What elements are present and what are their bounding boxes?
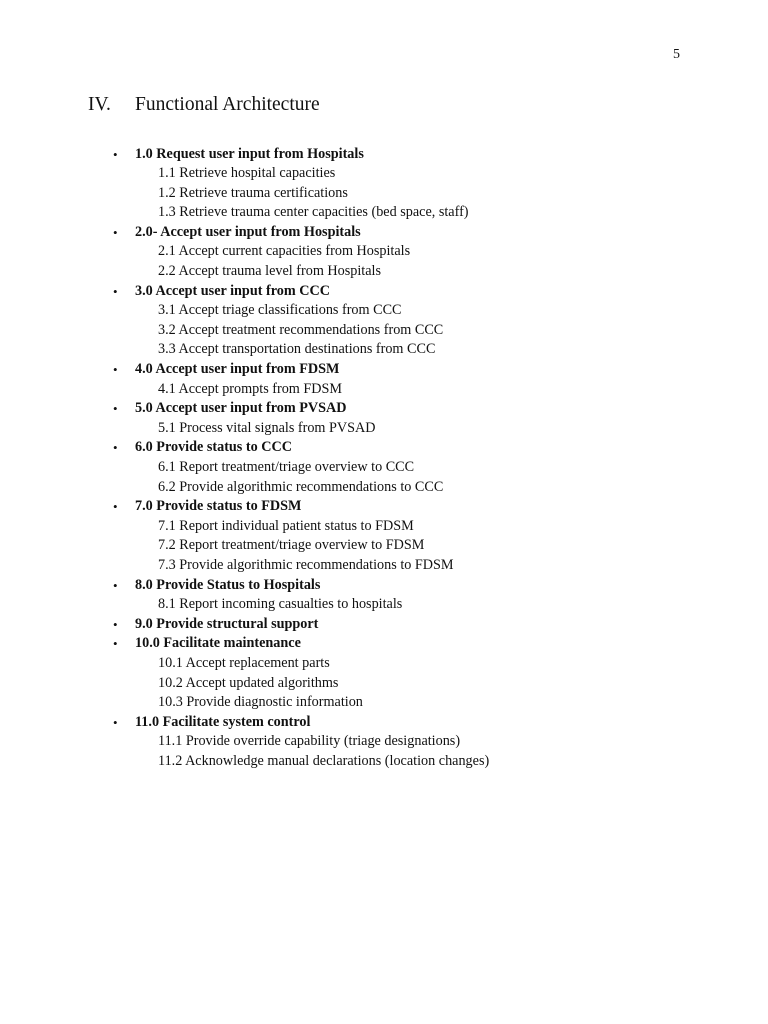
- outline-subitem: 5.1 Process vital signals from PVSAD: [158, 419, 376, 436]
- outline-subitem: 7.3 Provide algorithmic recommendations to FDSM: [158, 556, 454, 573]
- section-heading: [88, 93, 320, 117]
- outline-item: [0, 223, 768, 243]
- outline-subitem: 4.1 Accept prompts from FDSM: [158, 380, 343, 397]
- bullet-icon: •: [113, 146, 118, 162]
- outline-item: [0, 360, 768, 380]
- outline-item-label: 5.0 Accept user input from PVSAD: [135, 400, 347, 417]
- bullet-icon: •: [113, 401, 118, 417]
- outline-subitem: 3.1 Accept triage classifications from CCC: [158, 302, 402, 319]
- bullet-icon: •: [113, 224, 118, 240]
- outline-item-label: 2.0- Accept user input from Hospitals: [135, 223, 361, 240]
- bullet-icon: •: [113, 362, 118, 378]
- outline-subitem: 1.2 Retrieve trauma certifications: [158, 184, 348, 201]
- outline-subitem: 6.2 Provide algorithmic recommendations to CCC: [158, 478, 444, 495]
- outline-item: [0, 576, 768, 596]
- outline-subitem: 7.2 Report treatment/triage overview to FDSM: [158, 537, 425, 554]
- functional-outline: [0, 145, 768, 772]
- outline-subitem: 3.3 Accept transportation destinations from CCC: [158, 341, 436, 358]
- outline-subitem: 6.1 Report treatment/triage overview to CCC: [158, 459, 415, 475]
- bullet-icon: •: [113, 283, 118, 299]
- page-number: 5: [673, 47, 680, 62]
- outline-item: [0, 399, 768, 419]
- outline-subitem: 11.2 Acknowledge manual declarations (location changes): [158, 752, 490, 769]
- bullet-icon: •: [113, 440, 118, 456]
- outline-subitem: 10.2 Accept updated algorithms: [158, 674, 339, 691]
- outline-item: [0, 615, 768, 635]
- outline-subitem: 1.1 Retrieve hospital capacities: [158, 165, 336, 182]
- outline-subitem: 10.1 Accept replacement parts: [158, 654, 330, 671]
- outline-item: [0, 438, 768, 458]
- section-numeral: IV.: [88, 94, 111, 115]
- outline-subitem: 2.1 Accept current capacities from Hospitals: [158, 243, 411, 260]
- outline-subitem: 1.3 Retrieve trauma center capacities (bed space, staff): [158, 204, 469, 221]
- bullet-icon: •: [113, 714, 118, 730]
- outline-item-label: 10.0 Facilitate maintenance: [135, 635, 301, 652]
- outline-item-label: 11.0 Facilitate system control: [135, 713, 311, 730]
- bullet-icon: •: [113, 577, 118, 593]
- outline-item-label: 8.0 Provide Status to Hospitals: [135, 576, 321, 593]
- outline-subitem: 2.2 Accept trauma level from Hospitals: [158, 263, 381, 280]
- outline-subitem: 8.1 Report incoming casualties to hospitals: [158, 596, 403, 613]
- outline-item: [0, 713, 768, 733]
- outline-item-label: 3.0 Accept user input from CCC: [135, 282, 330, 299]
- outline-subitem: 7.1 Report individual patient status to FDSM: [158, 517, 414, 534]
- outline-item-label: 9.0 Provide structural support: [135, 615, 319, 632]
- outline-item-label: 7.0 Provide status to FDSM: [135, 498, 302, 515]
- outline-subitem: 10.3 Provide diagnostic information: [158, 694, 363, 711]
- outline-item: [0, 145, 768, 165]
- outline-item: [0, 497, 768, 517]
- outline-item-label: 1.0 Request user input from Hospitals: [135, 145, 364, 162]
- outline-item-label: 4.0 Accept user input from FDSM: [135, 361, 340, 378]
- outline-item: [0, 634, 768, 654]
- outline-item-label: 6.0 Provide status to CCC: [135, 439, 292, 456]
- outline-subitem: 3.2 Accept treatment recommendations from CCC: [158, 321, 444, 338]
- outline-subitem: 11.1 Provide override capability (triage designations): [158, 733, 461, 750]
- bullet-icon: •: [113, 499, 118, 515]
- section-title: Functional Architecture: [135, 94, 320, 115]
- outline-item: [0, 282, 768, 302]
- bullet-icon: •: [113, 616, 118, 632]
- bullet-icon: •: [113, 636, 118, 652]
